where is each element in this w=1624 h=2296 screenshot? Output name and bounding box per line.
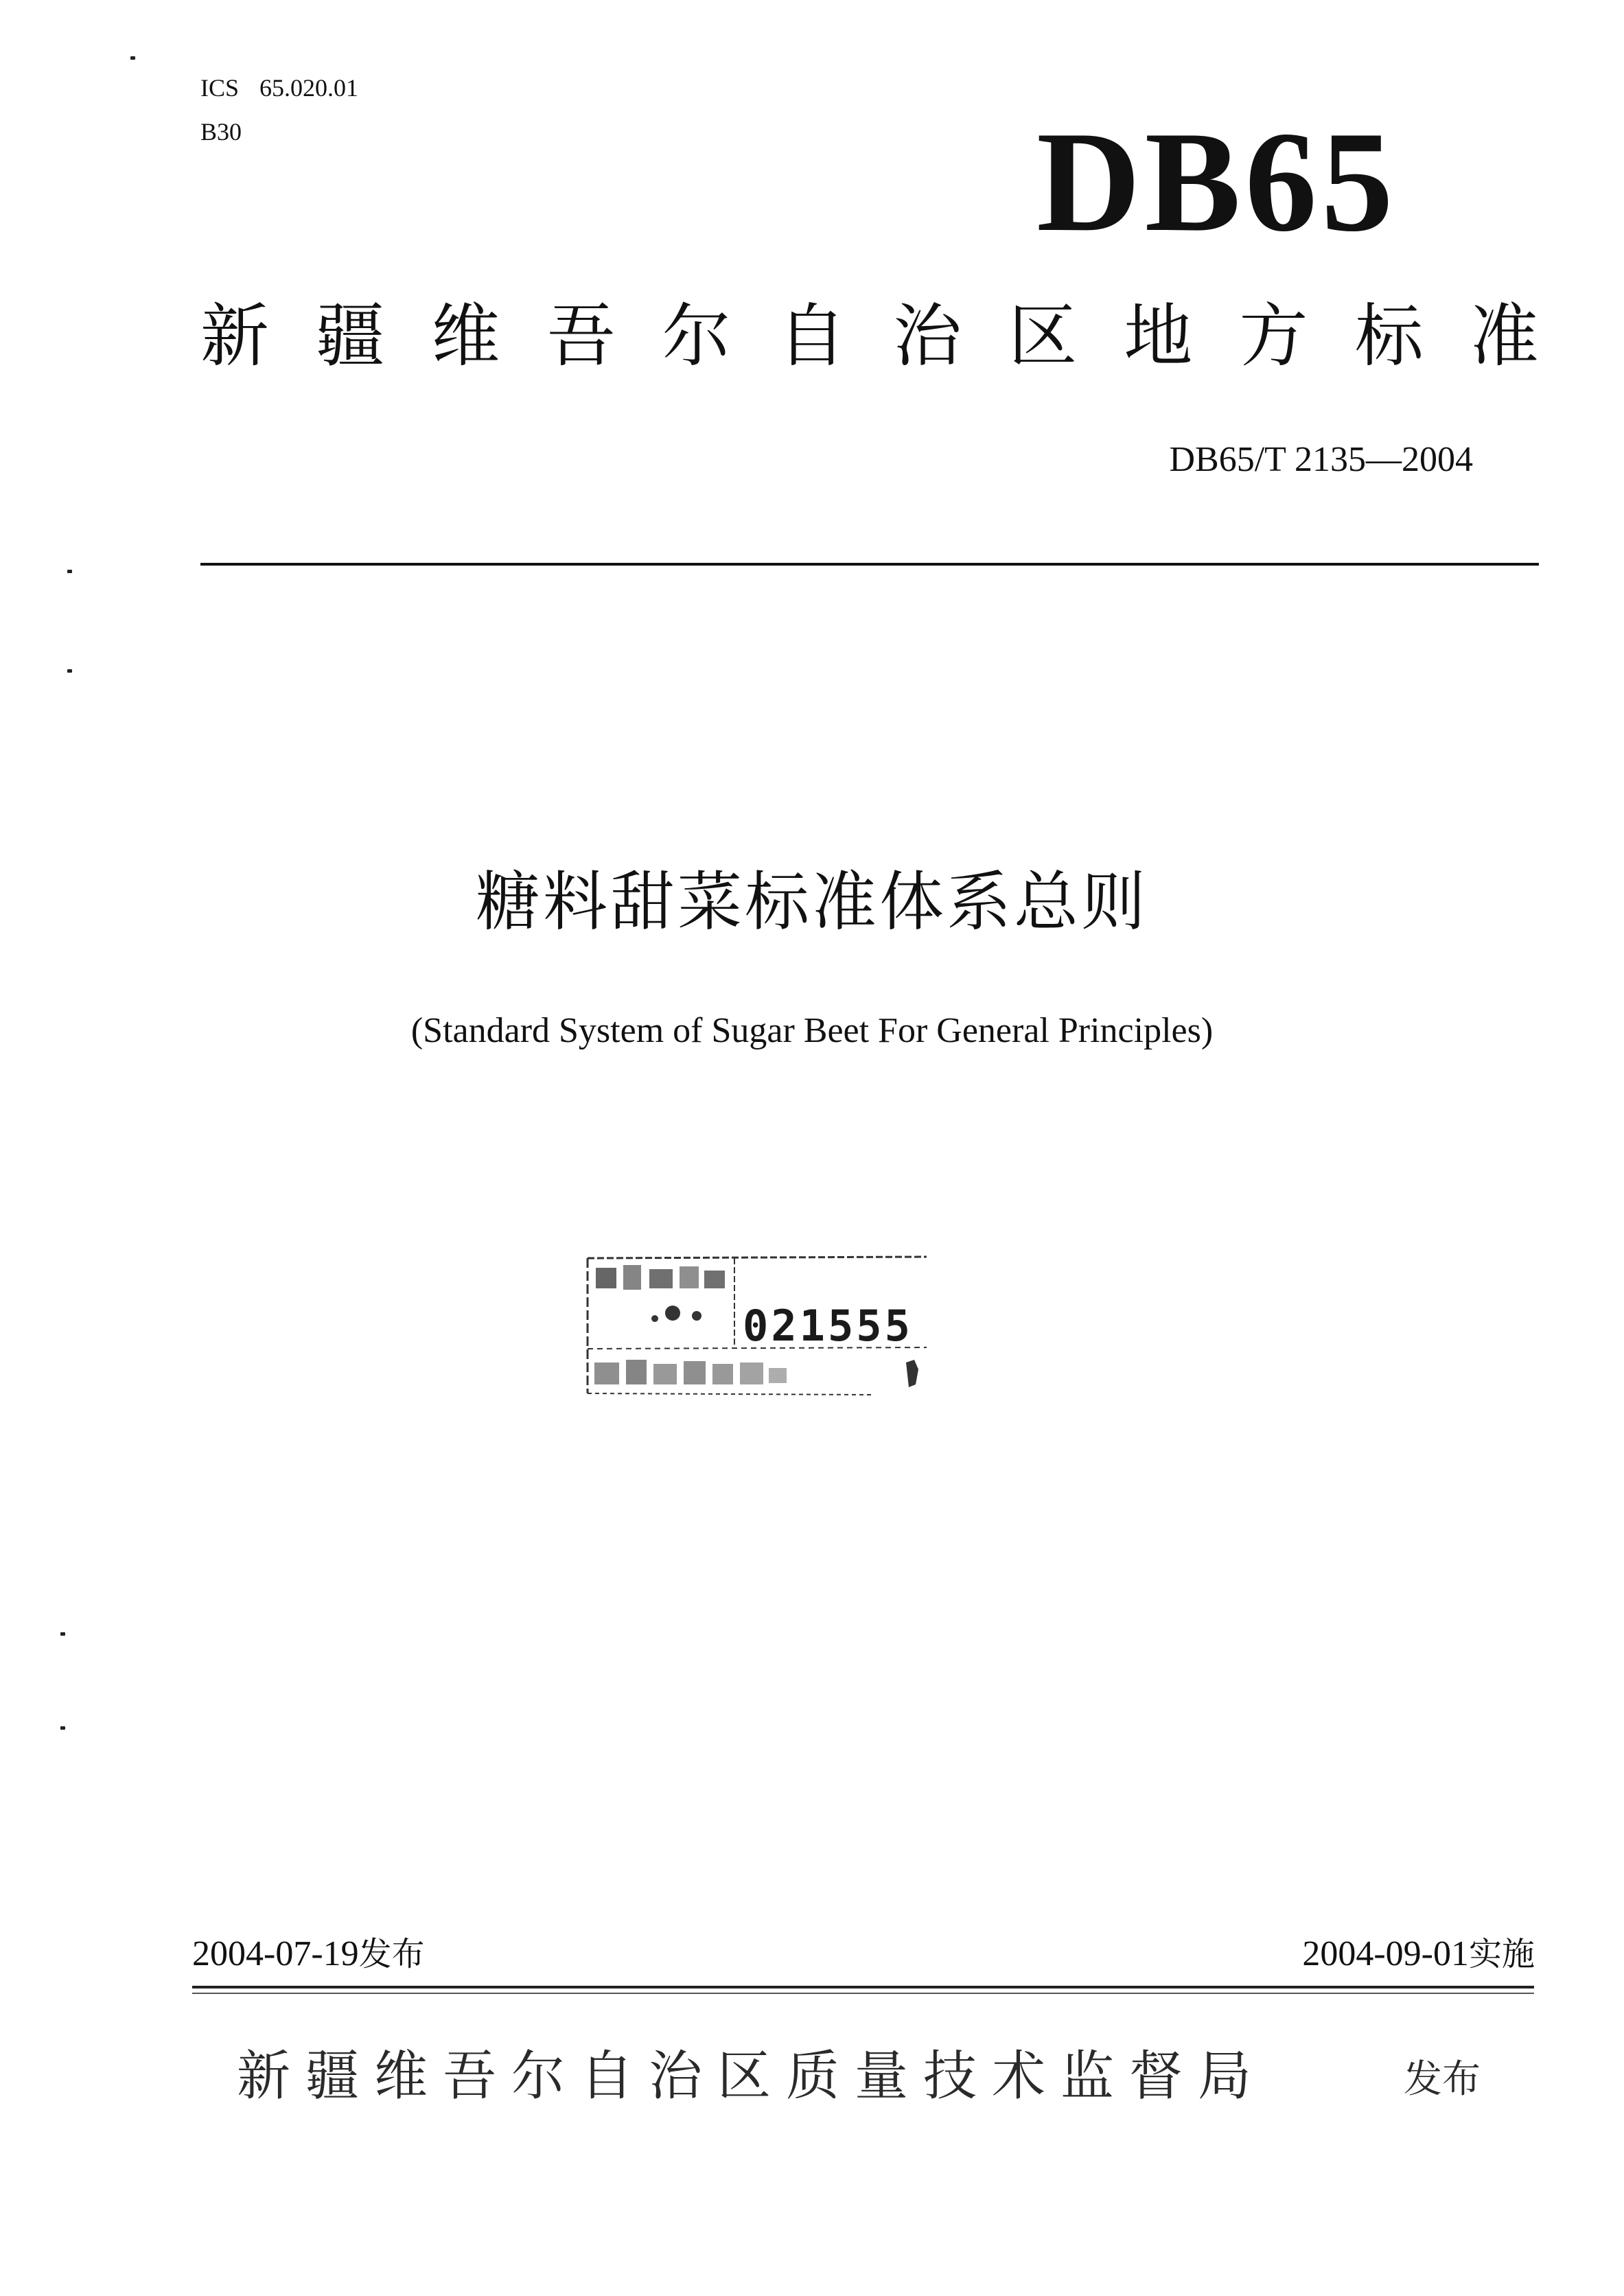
- standard-type-char: 吾: [546, 296, 616, 376]
- standard-type-char: 自: [777, 296, 846, 376]
- publish-date: 2004-07-19: [192, 1934, 359, 1973]
- classification-code: B30: [200, 118, 242, 146]
- scan-speck: [60, 1632, 65, 1636]
- implement-date-line: [1302, 1932, 1535, 1976]
- standard-code-logo: DB65: [1036, 102, 1397, 262]
- standard-type-char: 标: [1354, 296, 1424, 376]
- standard-type-char: 新: [200, 296, 269, 376]
- standard-type-char: 疆: [316, 296, 385, 376]
- standard-type-heading: [200, 292, 1539, 381]
- footer-divider: [192, 1986, 1534, 1988]
- issuer-suffix: 发布: [1404, 2057, 1481, 2102]
- library-stamp: [583, 1253, 933, 1400]
- issuing-authority: 新疆维吾尔自治区质量技术监督局: [237, 2045, 1267, 2107]
- document-title-chinese: 糖料甜菜标准体系总则: [475, 865, 1148, 940]
- scan-speck: [67, 669, 72, 673]
- stamp-number: 021555: [743, 1301, 913, 1351]
- standard-type-char: 准: [1470, 296, 1539, 376]
- scan-speck: [60, 1726, 65, 1730]
- ics-label: ICS: [200, 74, 240, 102]
- ics-line: [200, 71, 358, 104]
- document-title-english: (Standard System of Sugar Beet For General Principles): [410, 1011, 1214, 1050]
- scan-speck: [130, 56, 135, 60]
- implement-label: 实施: [1468, 1935, 1535, 1973]
- publish-label: 发布: [358, 1935, 425, 1973]
- implement-date: 2004-09-01: [1302, 1934, 1469, 1973]
- standard-type-char: 方: [1239, 296, 1308, 376]
- scan-speck: [67, 570, 72, 573]
- ics-code: 65.020.01: [259, 74, 359, 102]
- publish-date-line: [192, 1932, 425, 1976]
- standard-type-char: 区: [1008, 296, 1078, 376]
- standard-type-char: 维: [431, 296, 500, 376]
- stamp-graphic: [583, 1253, 933, 1400]
- footer-divider-thin: [192, 1993, 1534, 1994]
- standard-type-char: 治: [893, 296, 962, 376]
- header-divider: [200, 563, 1539, 566]
- standard-number: DB65/T 2135—2004: [1169, 440, 1473, 479]
- standard-type-char: 尔: [662, 296, 731, 376]
- standard-type-char: 地: [1124, 296, 1193, 376]
